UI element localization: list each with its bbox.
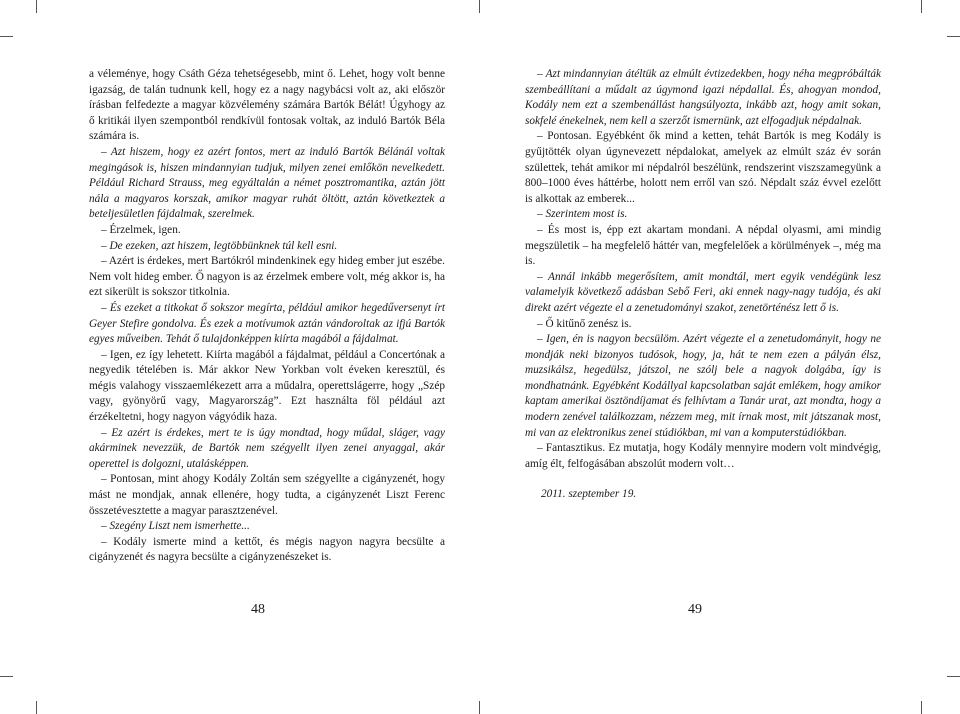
paragraph: – Azért is érdekes, mert Bartókról mindenkinek egy hideg ember jut eszébe. Nem volt hideg ember. Ő nagyon is az érzelmek embere volt, még akkor is, ha ezt sikerült is sokszor titkolnia. — [89, 255, 445, 299]
paragraph: – Azt mindannyian átéltük az elmúlt évtizedekben, hogy néha megpróbálták szembeállítani a műdalt az úgymond igazi népdallal. És, ahogyan mondod, Kodály nem ezt a szembenállást hangsúlyozta, inkább azt, hogy amit sokan, sokfelé énekelnek, nem kell a szerzőt ismernünk, azt elfogadjuk népdalnak. — [525, 68, 881, 127]
page-number-right: 49 — [688, 602, 702, 617]
paragraph: – Szegény Liszt nem ismerhette... — [101, 520, 250, 533]
paragraph: – Ő kitűnő zenész is. — [537, 317, 632, 330]
paragraph: – Érzelmek, igen. — [101, 223, 181, 236]
crop-mark-right-bottom — [947, 676, 960, 677]
crop-mark-bottom-left — [36, 701, 37, 714]
crop-mark-top-center — [479, 0, 480, 13]
paragraph: – Kodály ismerte mind a kettőt, és mégis nagyon nagyra becsülte a cigányzenét és nagyra becsülte a cigányzenészeket is. — [89, 535, 445, 564]
paragraph: – Ez azért is érdekes, mert te is úgy mondtad, hogy műdal, sláger, vagy akárminek nevezzük, de Bartók nem szégyellt ilyen zenei anyaggal, akár operettel is dolgozni, utalásképpen. — [89, 426, 445, 470]
crop-mark-left-top — [0, 36, 13, 37]
paragraph: a véleménye, hogy Csáth Géza tehetségesebb, mint ő. Lehet, hogy volt benne igazság, de talán tudnunk kell, hogy ez a nagy nagybácsi volt az, aki először írásban felfedezte a magyar közvélemény számára Bartók Bélát! Úgyhogy az ő kritikái ilyen szempontból rendkívül fontosak voltak, az induló Bartók Béla számára is. — [89, 68, 445, 143]
right-page-text — [525, 67, 881, 503]
paragraph: – Igen, ez így lehetett. Kiírta magából a fájdalmat, például a Concertónak a negyedik tételében is. Már akkor New Yorkban volt éveken keresztül, és mégis valahogy visszaemlékezett arra a műdalra, operettslágerre, hogy „Szép vagy, gyönyörű vagy, Magyarország”. Ezt használta föl például azt érzékeltetni, hogy nagyon vágyódik haza. — [89, 348, 445, 424]
paragraph: – Azt hiszem, hogy ez azért fontos, mert az induló Bartók Bélánál voltak megingások is, hiszen mindannyian tudjuk, milyen zenei emlőkön nevelkedett. Például Richard Strauss, meg egyáltalán a német posztromantika, aztán jött nála a magyaros korszak, amikor magyar ruhát öltött, aztán következtek a beteljesületlen fájdalmak, szerelmek. — [89, 145, 445, 221]
paragraph: – Pontosan, mint ahogy Kodály Zoltán sem szégyellte a cigányzenét, hogy mást ne mondjak, annak ellenére, hogy tudta, a cigányzenét Liszt Ferenc összetévesztette a magyar parasztzenével. — [89, 473, 445, 517]
paragraph: – Igen, én is nagyon becsülöm. Azért végezte el a zenetudományit, hogy ne mondják neki bizonyos tudósok, hogy, ja, hát te nem ezen a pályán élsz, muzsikálsz, hegedülsz, játszol, ne szólj bele a nagyok dolgába, így is mondhatnánk. Egyébként Kodállyal kapcsolatban saját emlékem, hogy amikor kaptam amerikai ösztöndíjamat és felhívtam a Tanár urat, azt mondta, hogy a modern zenével találkozzam, nézzem meg, mit írnak most, mit játszanak most, mi van az elektronikus zenei stúdiókban, mi van a komputerstúdiókban. — [525, 333, 881, 439]
crop-mark-top-left — [36, 0, 37, 13]
paragraph: – Szerintem most is. — [537, 208, 628, 221]
date-line: 2011. szeptember 19. — [541, 488, 637, 501]
left-page-text — [89, 67, 445, 566]
paragraph: – De ezeken, azt hiszem, legtöbbünknek túl kell esni. — [101, 239, 338, 252]
paragraph: – És ezeket a titkokat ő sokszor megírta, például amikor hegedűversenyt írt Geyer Stefire gondolva. És ezek a motívumok aztán vándoroltak az ifjú Bartók egyes műveiben. Tehát ő tulajdonképpen kiírta magából a fájdalmat. — [89, 301, 445, 346]
paragraph: – És most is, épp ezt akartam mondani. A népdal olyasmi, ami mindig megszületik – ha megfelelő háttér van, megfelelőek a körülmények –, még ma is. — [525, 223, 881, 268]
page-number-left: 48 — [251, 602, 265, 617]
crop-mark-top-right — [921, 0, 922, 13]
crop-mark-bottom-center — [479, 701, 480, 714]
crop-mark-bottom-right — [921, 701, 922, 714]
crop-mark-right-top — [947, 36, 960, 37]
paragraph: – Annál inkább megerősítem, amit mondtál, mert egyik vendégünk lesz valamelyik következő adásban Sebő Feri, aki ennek nagy-nagy tudója, és aki direkt azért végezte el a zenetudományi szakot, zenetörténész lett ő is. — [525, 270, 881, 314]
paragraph: – Pontosan. Egyébként ők mind a ketten, tehát Bartók is meg Kodály is gyűjtötték olyan úgynevezett népdalokat, amelyek az elmúlt száz év során születtek, tehát amikor mi népdalról beszélünk, rendszerint viszszamegyünk a 800–1000 éves háttérbe, holott nem erről van szó. Népdalt száz évvel ezelőtt is alkottak az emberek... — [525, 130, 881, 205]
crop-mark-left-bottom — [0, 676, 13, 677]
paragraph: – Fantasztikus. Ez mutatja, hogy Kodály mennyire modern volt mindvégig, amíg élt, felfogásában abszolút modern volt… — [525, 442, 881, 470]
